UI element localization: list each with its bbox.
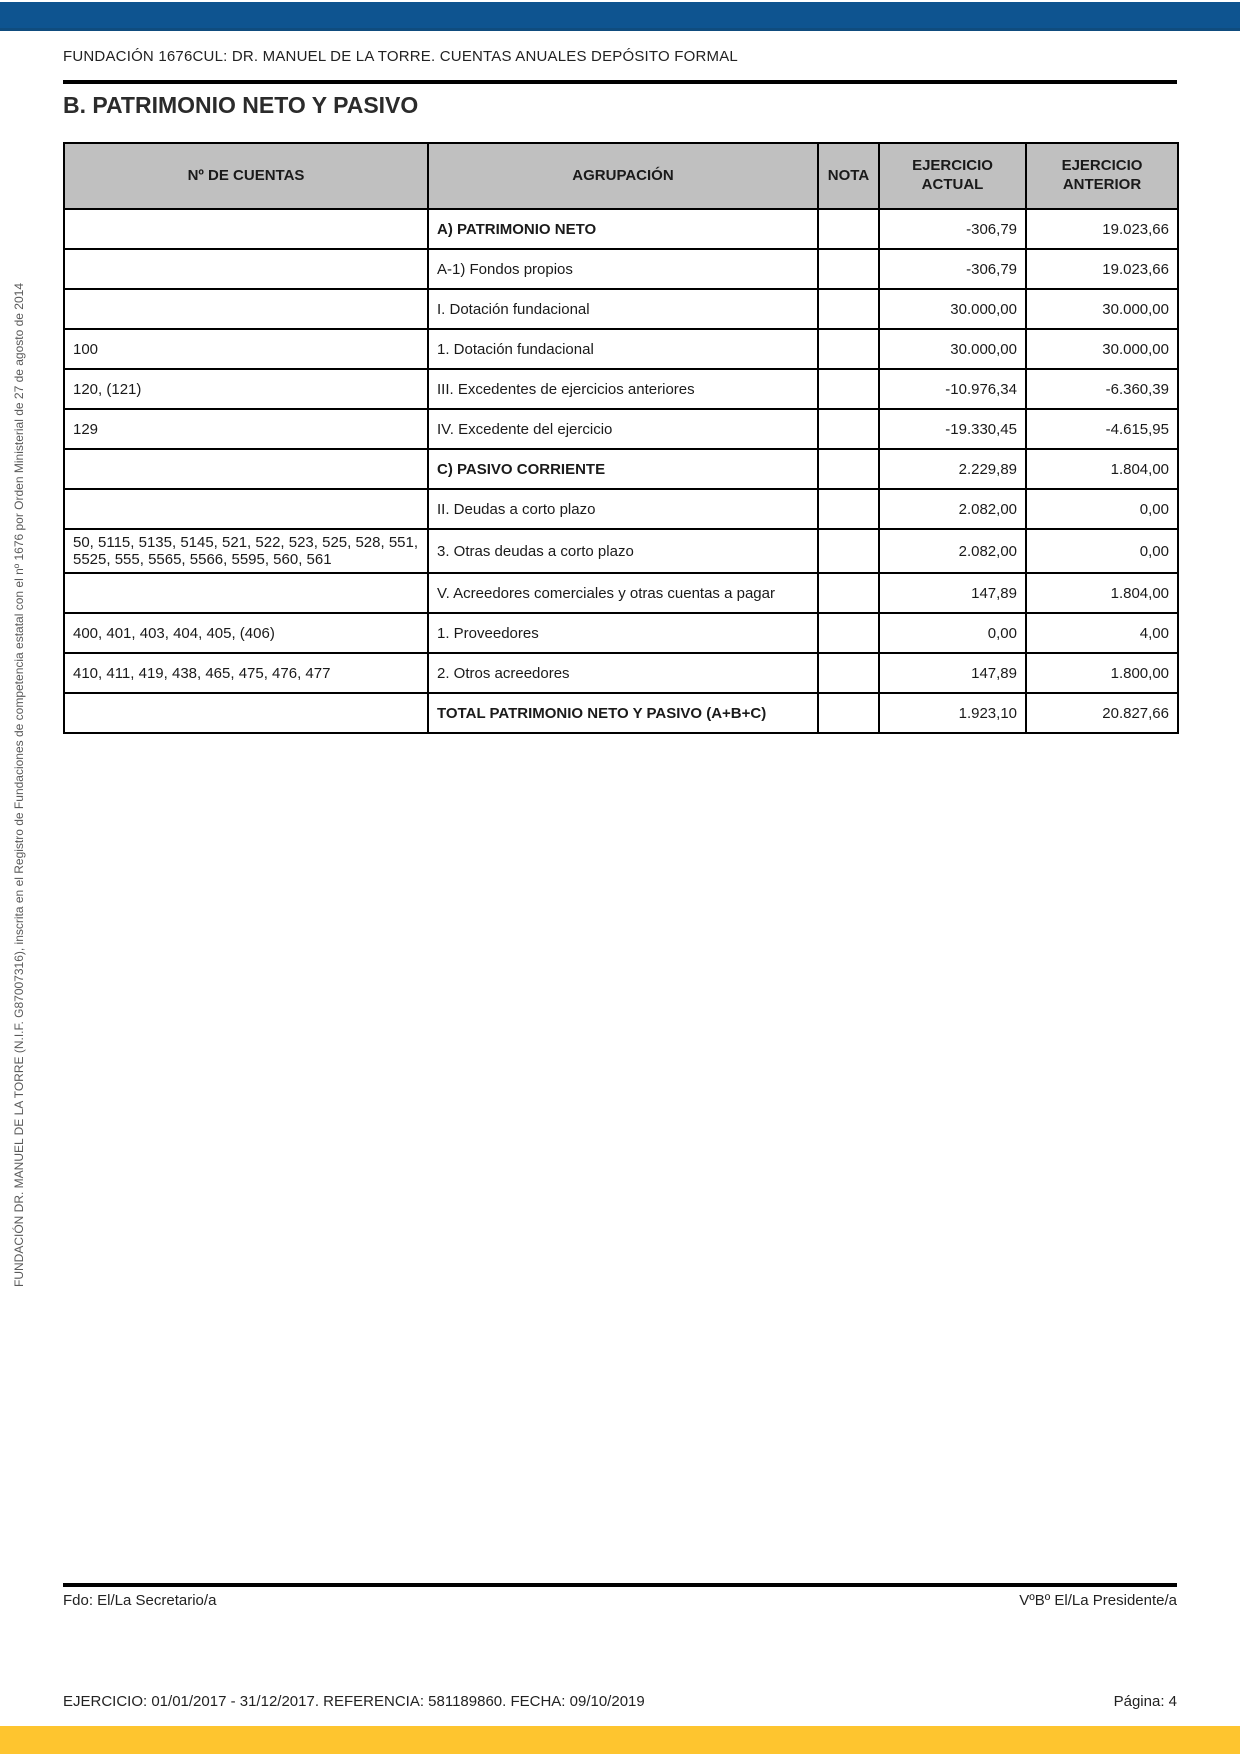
cell-ejercicio-actual: -10.976,34 xyxy=(879,369,1026,409)
cell-nota xyxy=(818,409,879,449)
cell-cuentas: 50, 5115, 5135, 5145, 521, 522, 523, 525, 528, 551, 5525, 555, 5565, 5566, 5595, 560, 561 xyxy=(64,529,428,573)
cell-ejercicio-anterior: 19.023,66 xyxy=(1026,249,1178,289)
table-row xyxy=(64,409,1178,449)
cell-cuentas xyxy=(64,249,428,289)
table-body xyxy=(64,209,1178,733)
cell-ejercicio-actual: -306,79 xyxy=(879,209,1026,249)
cell-ejercicio-actual: 2.082,00 xyxy=(879,529,1026,573)
cell-nota xyxy=(818,573,879,613)
cell-agrupacion: III. Excedentes de ejercicios anteriores xyxy=(428,369,818,409)
cell-ejercicio-actual: 147,89 xyxy=(879,573,1026,613)
cell-cuentas xyxy=(64,489,428,529)
cell-agrupacion: 1. Dotación fundacional xyxy=(428,329,818,369)
column-header-ejercicio-anterior: EJERCICIO ANTERIOR xyxy=(1026,143,1178,209)
sidebar-registration-text: FUNDACIÓN DR. MANUEL DE LA TORRE (N.I.F. G87007316), inscrita en el Registro de Fundaciones de competencia estatal con el nº 1676 por Orden Ministerial de 27 de agosto de 2014 xyxy=(12,283,26,1287)
cell-agrupacion: I. Dotación fundacional xyxy=(428,289,818,329)
cell-cuentas: 120, (121) xyxy=(64,369,428,409)
footer-page-number: Página: 4 xyxy=(1113,1693,1177,1710)
cell-ejercicio-actual: -19.330,45 xyxy=(879,409,1026,449)
cell-cuentas xyxy=(64,289,428,329)
cell-ejercicio-anterior: 30.000,00 xyxy=(1026,329,1178,369)
cell-nota xyxy=(818,249,879,289)
footer-row xyxy=(63,1693,1177,1710)
table-row xyxy=(64,613,1178,653)
cell-ejercicio-anterior: 1.804,00 xyxy=(1026,449,1178,489)
cell-agrupacion: II. Deudas a corto plazo xyxy=(428,489,818,529)
cell-ejercicio-actual: 30.000,00 xyxy=(879,289,1026,329)
cell-cuentas: 410, 411, 419, 438, 465, 475, 476, 477 xyxy=(64,653,428,693)
column-header-cuentas: Nº DE CUENTAS xyxy=(64,143,428,209)
cell-ejercicio-actual: 1.923,10 xyxy=(879,693,1026,733)
cell-ejercicio-anterior: 20.827,66 xyxy=(1026,693,1178,733)
cell-nota xyxy=(818,449,879,489)
table-row xyxy=(64,489,1178,529)
table-row xyxy=(64,289,1178,329)
cell-agrupacion: TOTAL PATRIMONIO NETO Y PASIVO (A+B+C) xyxy=(428,693,818,733)
cell-nota xyxy=(818,653,879,693)
table-row xyxy=(64,653,1178,693)
column-header-ejercicio-actual: EJERCICIO ACTUAL xyxy=(879,143,1026,209)
cell-agrupacion: C) PASIVO CORRIENTE xyxy=(428,449,818,489)
signature-president-label: VºBº El/La Presidente/a xyxy=(1019,1592,1177,1609)
cell-nota xyxy=(818,529,879,573)
bottom-yellow-bar xyxy=(0,1726,1240,1754)
cell-ejercicio-actual: 2.082,00 xyxy=(879,489,1026,529)
cell-cuentas: 129 xyxy=(64,409,428,449)
cell-agrupacion: 3. Otras deudas a corto plazo xyxy=(428,529,818,573)
footer-ejercicio-reference-text: EJERCICIO: 01/01/2017 - 31/12/2017. REFERENCIA: 581189860. FECHA: 09/10/2019 xyxy=(63,1693,645,1710)
cell-ejercicio-anterior: 1.804,00 xyxy=(1026,573,1178,613)
cell-cuentas xyxy=(64,449,428,489)
cell-cuentas xyxy=(64,573,428,613)
cell-ejercicio-actual: 30.000,00 xyxy=(879,329,1026,369)
cell-ejercicio-anterior: -4.615,95 xyxy=(1026,409,1178,449)
table-row xyxy=(64,529,1178,573)
cell-ejercicio-actual: -306,79 xyxy=(879,249,1026,289)
cell-cuentas xyxy=(64,209,428,249)
table-row xyxy=(64,693,1178,733)
page-title: B. PATRIMONIO NETO Y PASIVO xyxy=(63,92,419,118)
cell-agrupacion: A-1) Fondos propios xyxy=(428,249,818,289)
column-header-nota: NOTA xyxy=(818,143,879,209)
cell-ejercicio-anterior: 30.000,00 xyxy=(1026,289,1178,329)
table-row xyxy=(64,249,1178,289)
document-header-text: FUNDACIÓN 1676CUL: DR. MANUEL DE LA TORRE. CUENTAS ANUALES DEPÓSITO FORMAL xyxy=(63,48,738,65)
cell-ejercicio-anterior: 1.800,00 xyxy=(1026,653,1178,693)
cell-nota xyxy=(818,489,879,529)
cell-nota xyxy=(818,369,879,409)
table-header-row xyxy=(64,143,1178,209)
table-row xyxy=(64,209,1178,249)
table-header xyxy=(64,143,1178,209)
cell-cuentas: 400, 401, 403, 404, 405, (406) xyxy=(64,613,428,653)
cell-ejercicio-anterior: 0,00 xyxy=(1026,529,1178,573)
cell-ejercicio-anterior: 19.023,66 xyxy=(1026,209,1178,249)
table-row xyxy=(64,449,1178,489)
cell-cuentas: 100 xyxy=(64,329,428,369)
cell-agrupacion: IV. Excedente del ejercicio xyxy=(428,409,818,449)
header-divider-rule xyxy=(63,80,1177,84)
cell-cuentas xyxy=(64,693,428,733)
cell-agrupacion: 2. Otros acreedores xyxy=(428,653,818,693)
column-header-agrupacion: AGRUPACIÓN xyxy=(428,143,818,209)
cell-agrupacion: 1. Proveedores xyxy=(428,613,818,653)
signature-divider-rule xyxy=(63,1583,1177,1587)
cell-ejercicio-anterior: 0,00 xyxy=(1026,489,1178,529)
cell-ejercicio-actual: 2.229,89 xyxy=(879,449,1026,489)
top-blue-bar xyxy=(0,2,1240,31)
cell-agrupacion: V. Acreedores comerciales y otras cuentas a pagar xyxy=(428,573,818,613)
table-row xyxy=(64,573,1178,613)
cell-nota xyxy=(818,693,879,733)
cell-ejercicio-actual: 147,89 xyxy=(879,653,1026,693)
table-row xyxy=(64,329,1178,369)
cell-nota xyxy=(818,209,879,249)
table-row xyxy=(64,369,1178,409)
cell-nota xyxy=(818,613,879,653)
cell-agrupacion: A) PATRIMONIO NETO xyxy=(428,209,818,249)
cell-nota xyxy=(818,289,879,329)
signature-row xyxy=(63,1592,1177,1609)
cell-ejercicio-actual: 0,00 xyxy=(879,613,1026,653)
cell-ejercicio-anterior: -6.360,39 xyxy=(1026,369,1178,409)
cell-nota xyxy=(818,329,879,369)
accounts-table xyxy=(63,142,1179,734)
signature-secretary-label: Fdo: El/La Secretario/a xyxy=(63,1592,217,1609)
cell-ejercicio-anterior: 4,00 xyxy=(1026,613,1178,653)
